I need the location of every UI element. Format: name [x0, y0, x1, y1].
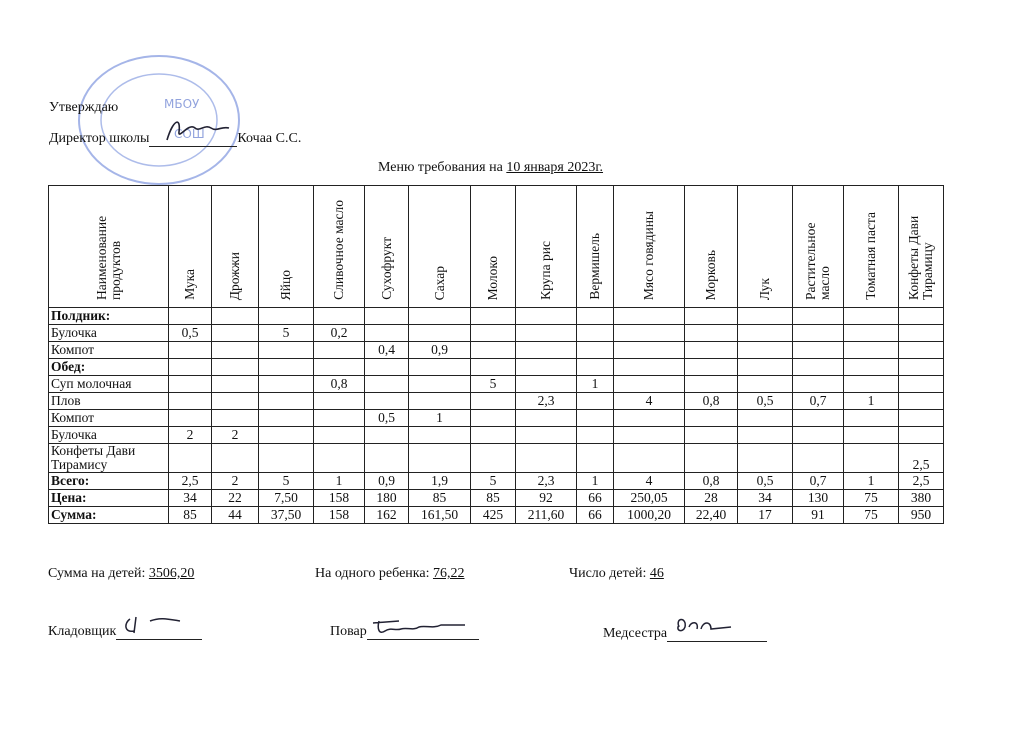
header-product: Сахар	[409, 186, 471, 308]
row-label: Обед:	[49, 359, 169, 376]
total-sum	[48, 566, 194, 582]
header-product: Мука	[169, 186, 212, 308]
seal-text-1: МБОУ	[164, 97, 200, 111]
table-cell	[685, 308, 738, 325]
cook-signature	[369, 613, 481, 639]
header-product: Сухофрукт	[365, 186, 409, 308]
children-count-label: Число детей:	[569, 566, 650, 581]
table-cell	[314, 444, 365, 473]
title-date: 10 января 2023г.	[506, 160, 604, 175]
table-cell	[738, 342, 793, 359]
row-label: Полдник:	[49, 308, 169, 325]
table-cell: 4	[614, 473, 685, 490]
table-cell	[471, 342, 516, 359]
table-cell: 1	[314, 473, 365, 490]
table-cell	[793, 308, 844, 325]
table-row	[49, 444, 944, 473]
table-cell	[614, 359, 685, 376]
document-title	[378, 160, 603, 176]
table-cell: 1	[844, 393, 899, 410]
table-cell	[169, 376, 212, 393]
table-cell	[212, 308, 259, 325]
table-cell	[844, 308, 899, 325]
table-cell	[516, 325, 577, 342]
table-cell	[614, 308, 685, 325]
cook-label: Повар	[330, 624, 367, 639]
table-cell: 158	[314, 507, 365, 524]
table-cell	[212, 393, 259, 410]
table-cell	[899, 393, 944, 410]
table-cell	[259, 342, 314, 359]
table-cell	[409, 325, 471, 342]
menu-table	[48, 185, 944, 524]
table-cell	[844, 427, 899, 444]
table-row	[49, 507, 944, 524]
table-cell	[259, 308, 314, 325]
table-cell: 5	[471, 473, 516, 490]
storekeeper-signature-block	[48, 623, 202, 640]
row-label: Сумма:	[49, 507, 169, 524]
table-cell	[577, 427, 614, 444]
table-cell	[738, 325, 793, 342]
table-cell	[899, 427, 944, 444]
table-cell	[844, 444, 899, 473]
table-cell: 91	[793, 507, 844, 524]
table-cell	[314, 427, 365, 444]
table-cell: 0,7	[793, 473, 844, 490]
table-cell	[738, 359, 793, 376]
table-cell: 85	[169, 507, 212, 524]
table-cell: 380	[899, 490, 944, 507]
table-cell: 1	[844, 473, 899, 490]
row-label: Компот	[49, 342, 169, 359]
table-cell	[409, 444, 471, 473]
table-cell	[409, 359, 471, 376]
table-cell: 0,7	[793, 393, 844, 410]
table-row	[49, 325, 944, 342]
row-label: Плов	[49, 393, 169, 410]
table-cell	[259, 444, 314, 473]
per-child-label: На одного ребенка:	[315, 566, 433, 581]
table-cell	[516, 444, 577, 473]
row-label: Всего:	[49, 473, 169, 490]
table-cell	[516, 410, 577, 427]
seal-text-2: СОШ	[174, 127, 205, 141]
table-cell	[738, 410, 793, 427]
table-cell: 2	[169, 427, 212, 444]
table-cell	[577, 359, 614, 376]
table-cell: 0,5	[738, 473, 793, 490]
table-cell	[516, 427, 577, 444]
children-count-value: 46	[649, 566, 664, 581]
table-cell: 0,9	[365, 473, 409, 490]
per-child-value: 76,22	[432, 566, 465, 581]
table-cell: 66	[577, 507, 614, 524]
table-cell	[844, 342, 899, 359]
table-row	[49, 473, 944, 490]
table-cell	[614, 342, 685, 359]
table-row	[49, 427, 944, 444]
table-cell: 7,50	[259, 490, 314, 507]
table-cell: 0,8	[314, 376, 365, 393]
table-cell	[577, 444, 614, 473]
director-signature-line	[149, 130, 237, 147]
table-cell: 28	[685, 490, 738, 507]
table-cell	[793, 376, 844, 393]
table-cell	[738, 376, 793, 393]
approval-heading: Утверждаю	[49, 100, 119, 115]
table-cell	[793, 410, 844, 427]
header-product: Мясо говядины	[614, 186, 685, 308]
table-cell: 85	[409, 490, 471, 507]
row-label: Компот	[49, 410, 169, 427]
table-cell	[844, 376, 899, 393]
row-label: Цена:	[49, 490, 169, 507]
table-cell	[793, 444, 844, 473]
table-cell	[899, 325, 944, 342]
table-cell	[577, 410, 614, 427]
table-cell	[793, 342, 844, 359]
header-product: Лук	[738, 186, 793, 308]
table-cell	[169, 444, 212, 473]
table-row	[49, 359, 944, 376]
row-label: Булочка	[49, 427, 169, 444]
table-cell	[365, 325, 409, 342]
table-cell: 950	[899, 507, 944, 524]
table-cell	[738, 308, 793, 325]
total-sum-value: 3506,20	[148, 566, 195, 581]
header-product: Яйцо	[259, 186, 314, 308]
table-cell	[899, 308, 944, 325]
header-product: Конфеты Дави Тирамицу	[899, 186, 944, 308]
table-cell	[259, 410, 314, 427]
table-cell	[844, 410, 899, 427]
table-row	[49, 342, 944, 359]
table-cell	[365, 359, 409, 376]
table-cell	[614, 376, 685, 393]
table-cell: 1	[577, 376, 614, 393]
table-cell: 75	[844, 507, 899, 524]
table-cell	[169, 342, 212, 359]
table-cell: 425	[471, 507, 516, 524]
table-cell	[259, 376, 314, 393]
table-cell	[259, 427, 314, 444]
table-cell	[471, 410, 516, 427]
table-cell: 0,5	[169, 325, 212, 342]
table-cell	[212, 325, 259, 342]
table-cell: 22	[212, 490, 259, 507]
table-cell: 0,2	[314, 325, 365, 342]
table-cell	[685, 427, 738, 444]
table-cell	[614, 444, 685, 473]
table-cell	[314, 342, 365, 359]
table-cell: 130	[793, 490, 844, 507]
table-cell: 0,5	[738, 393, 793, 410]
table-cell	[259, 359, 314, 376]
table-cell: 1	[577, 473, 614, 490]
header-row	[49, 186, 944, 308]
table-row	[49, 393, 944, 410]
table-cell	[212, 444, 259, 473]
children-count	[569, 566, 664, 582]
table-cell: 250,05	[614, 490, 685, 507]
table-cell: 2,5	[899, 473, 944, 490]
table-cell	[577, 325, 614, 342]
header-product: Томатная паста	[844, 186, 899, 308]
table-cell: 0,4	[365, 342, 409, 359]
nurse-label: Медсестра	[603, 626, 668, 641]
cook-signature-line	[367, 623, 479, 640]
table-cell: 92	[516, 490, 577, 507]
table-cell	[212, 376, 259, 393]
table-cell	[844, 359, 899, 376]
table-cell: 1,9	[409, 473, 471, 490]
table-cell	[577, 393, 614, 410]
table-cell: 75	[844, 490, 899, 507]
table-cell	[314, 308, 365, 325]
table-cell	[614, 410, 685, 427]
title-prefix: Меню требования на	[378, 160, 507, 175]
table-cell: 66	[577, 490, 614, 507]
table-cell: 0,9	[409, 342, 471, 359]
table-cell: 5	[259, 325, 314, 342]
table-cell	[899, 342, 944, 359]
table-cell	[516, 359, 577, 376]
header-product: Сливочное масло	[314, 186, 365, 308]
nurse-signature	[671, 613, 771, 639]
table-cell	[577, 308, 614, 325]
table-row	[49, 376, 944, 393]
storekeeper-signature-line	[116, 623, 202, 640]
nurse-signature-block	[603, 625, 767, 642]
table-cell: 34	[738, 490, 793, 507]
table-cell	[685, 444, 738, 473]
total-sum-label: Сумма на детей:	[48, 566, 149, 581]
table-cell	[685, 325, 738, 342]
table-cell	[738, 427, 793, 444]
table-cell: 161,50	[409, 507, 471, 524]
table-cell	[409, 393, 471, 410]
table-cell: 2,3	[516, 473, 577, 490]
per-child-sum	[315, 566, 464, 582]
nurse-signature-line	[667, 625, 767, 642]
header-product: Дрожжи	[212, 186, 259, 308]
table-cell	[844, 325, 899, 342]
table-cell	[577, 342, 614, 359]
table-cell: 0,8	[685, 473, 738, 490]
table-cell	[365, 444, 409, 473]
table-cell: 85	[471, 490, 516, 507]
table-cell	[259, 393, 314, 410]
director-line	[49, 130, 301, 147]
table-cell: 17	[738, 507, 793, 524]
table-cell	[365, 308, 409, 325]
table-cell	[169, 393, 212, 410]
table-cell: 0,5	[365, 410, 409, 427]
table-cell: 37,50	[259, 507, 314, 524]
table-cell	[899, 376, 944, 393]
header-product: Растительное масло	[793, 186, 844, 308]
table-cell	[471, 393, 516, 410]
header-product: Молоко	[471, 186, 516, 308]
table-row	[49, 308, 944, 325]
table-cell	[471, 325, 516, 342]
table-cell: 5	[471, 376, 516, 393]
table-cell: 2	[212, 473, 259, 490]
table-cell	[212, 342, 259, 359]
table-cell	[314, 359, 365, 376]
table-cell	[409, 376, 471, 393]
table-cell	[212, 410, 259, 427]
table-cell	[471, 444, 516, 473]
table-cell	[516, 376, 577, 393]
table-cell: 5	[259, 473, 314, 490]
table-cell	[314, 410, 365, 427]
table-cell	[899, 410, 944, 427]
table-cell	[899, 359, 944, 376]
header-product: Вермишель	[577, 186, 614, 308]
director-label: Директор школы	[49, 131, 150, 146]
table-cell	[365, 427, 409, 444]
table-cell: 4	[614, 393, 685, 410]
table-cell: 0,8	[685, 393, 738, 410]
table-cell	[409, 308, 471, 325]
table-cell: 2,3	[516, 393, 577, 410]
table-cell	[793, 325, 844, 342]
table-cell: 162	[365, 507, 409, 524]
table-row	[49, 410, 944, 427]
table-cell	[793, 427, 844, 444]
director-signature	[159, 114, 247, 144]
table-cell	[471, 359, 516, 376]
table-cell: 211,60	[516, 507, 577, 524]
table-cell: 2,5	[899, 444, 944, 473]
table-cell	[169, 359, 212, 376]
row-label: Суп молочная	[49, 376, 169, 393]
table-cell: 34	[169, 490, 212, 507]
table-cell: 180	[365, 490, 409, 507]
storekeeper-signature	[120, 611, 206, 637]
table-cell	[738, 444, 793, 473]
header-name-col: Наименование продуктов	[49, 186, 169, 308]
table-cell	[685, 342, 738, 359]
table-cell	[614, 325, 685, 342]
table-cell	[793, 359, 844, 376]
table-cell: 2	[212, 427, 259, 444]
table-row	[49, 490, 944, 507]
table-cell: 1000,20	[614, 507, 685, 524]
cook-signature-block	[330, 623, 479, 640]
table-cell: 158	[314, 490, 365, 507]
director-name: Кочаа С.С.	[237, 131, 302, 146]
table-cell	[516, 342, 577, 359]
row-label: Булочка	[49, 325, 169, 342]
table-cell	[365, 393, 409, 410]
table-cell	[169, 410, 212, 427]
header-product: Морковь	[685, 186, 738, 308]
table-cell	[685, 376, 738, 393]
table-cell	[685, 410, 738, 427]
table-cell	[365, 376, 409, 393]
row-label: Конфеты Дави Тирамису	[49, 444, 169, 473]
table-cell	[471, 427, 516, 444]
table-cell	[614, 427, 685, 444]
header-product: Крупа рис	[516, 186, 577, 308]
table-cell: 1	[409, 410, 471, 427]
table-cell: 44	[212, 507, 259, 524]
table-cell	[516, 308, 577, 325]
storekeeper-label: Кладовщик	[48, 624, 117, 639]
table-cell	[409, 427, 471, 444]
table-cell	[471, 308, 516, 325]
table-cell	[169, 308, 212, 325]
table-cell	[314, 393, 365, 410]
table-cell	[685, 359, 738, 376]
table-cell	[212, 359, 259, 376]
table-cell: 2,5	[169, 473, 212, 490]
table-cell: 22,40	[685, 507, 738, 524]
